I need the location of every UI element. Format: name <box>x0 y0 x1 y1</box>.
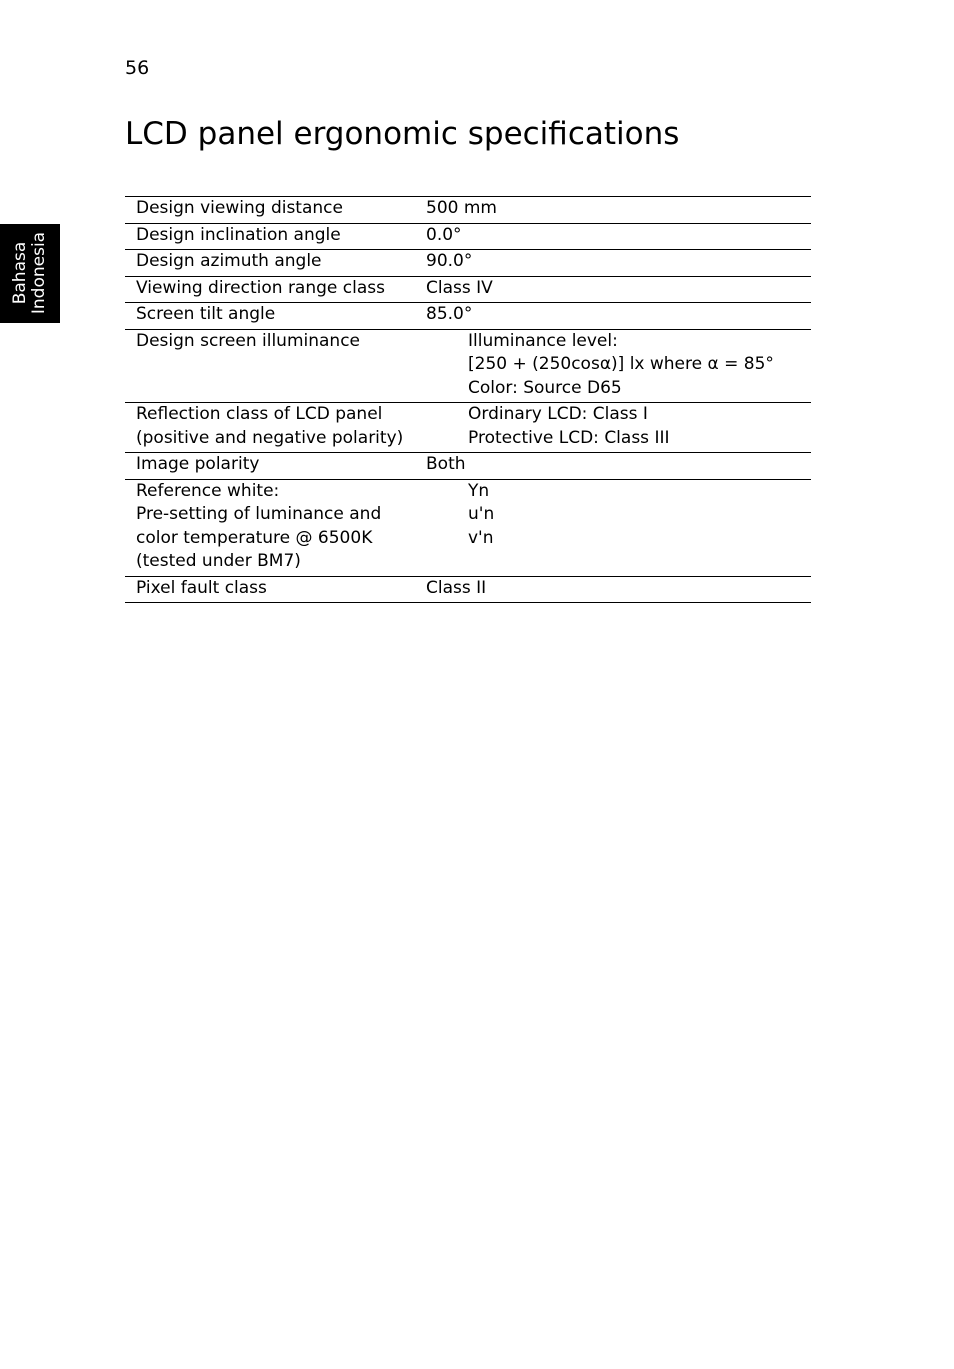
spec-label-line: Design inclination angle <box>136 224 341 245</box>
spec-label-line: Design viewing distance <box>136 198 343 218</box>
spec-label-cell <box>125 403 426 453</box>
table-row <box>125 250 811 277</box>
language-side-tab-label <box>11 223 49 323</box>
spec-label-line: Design azimuth angle <box>136 251 322 271</box>
spec-label-cell <box>125 276 426 303</box>
spec-value-line: 500 mm <box>426 198 497 218</box>
spec-value-cell <box>426 329 811 403</box>
language-side-tab-line1: Bahasa <box>10 241 30 305</box>
spec-value-cell <box>426 276 811 303</box>
language-side-tab <box>0 224 60 323</box>
spec-label-cell <box>125 303 426 330</box>
spec-value-cell <box>426 403 811 453</box>
spec-value-line: 0.0° <box>426 224 462 245</box>
spec-label-line: Image polarity <box>136 454 260 474</box>
spec-label-cell <box>125 576 426 603</box>
spec-label-line: Reference white: <box>136 480 280 501</box>
spec-value-cell <box>426 479 811 576</box>
spec-label-line: Screen tilt angle <box>136 304 276 324</box>
spec-value-line: Class IV <box>426 277 493 298</box>
spec-label-line: Viewing direction range class <box>136 277 385 298</box>
spec-value-cell <box>426 576 811 603</box>
spec-label-line: Design screen illuminance <box>136 330 361 351</box>
spec-value-line: 90.0° <box>426 251 473 271</box>
spec-value-line: Color: Source D65 <box>468 377 622 398</box>
spec-label-line: (positive and negative polarity) <box>136 427 404 448</box>
spec-label-cell <box>125 453 426 480</box>
spec-value-cell <box>426 197 811 224</box>
spec-value-line: u'n <box>468 504 495 524</box>
table-row <box>125 453 811 480</box>
spec-value-cell <box>426 250 811 277</box>
spec-value-cell <box>426 223 811 250</box>
spec-value-line: Yn <box>468 480 490 501</box>
spec-table-body <box>125 197 811 603</box>
table-row <box>125 576 811 603</box>
page-number: 56 <box>125 57 150 79</box>
table-row <box>125 303 811 330</box>
spec-label-line: color temperature @ 6500K <box>136 527 373 548</box>
spec-label-cell <box>125 223 426 250</box>
table-row <box>125 403 811 453</box>
page-title: LCD panel ergonomic specifications <box>125 116 680 152</box>
spec-value-line: v'n <box>468 527 494 548</box>
spec-value-line: 85.0° <box>426 304 473 324</box>
spec-value-line: Both <box>426 454 466 474</box>
spec-label-cell <box>125 479 426 576</box>
spec-label-line: (tested under BM7) <box>136 551 301 571</box>
spec-value-line: Protective LCD: Class III <box>468 427 670 448</box>
spec-label-line: Pixel fault class <box>136 577 267 598</box>
spec-table <box>125 196 811 603</box>
spec-label-cell <box>125 197 426 224</box>
spec-label-line: Pre-setting of luminance and <box>136 504 382 524</box>
spec-value-line: Class II <box>426 577 487 598</box>
table-row <box>125 223 811 250</box>
spec-label-cell <box>125 250 426 277</box>
spec-value-line: Illuminance level: <box>468 330 618 351</box>
spec-value-line: [250 + (250cosα)] lx where α = 85° <box>468 354 774 374</box>
spec-label-cell <box>125 329 426 403</box>
spec-value-cell <box>426 303 811 330</box>
table-row <box>125 329 811 403</box>
table-row <box>125 479 811 576</box>
table-row <box>125 276 811 303</box>
table-row <box>125 197 811 224</box>
spec-value-cell <box>426 453 811 480</box>
language-side-tab-line2: Indonesia <box>29 231 49 315</box>
spec-value-line: Ordinary LCD: Class I <box>468 404 648 424</box>
spec-label-line: Reflection class of LCD panel <box>136 404 383 424</box>
